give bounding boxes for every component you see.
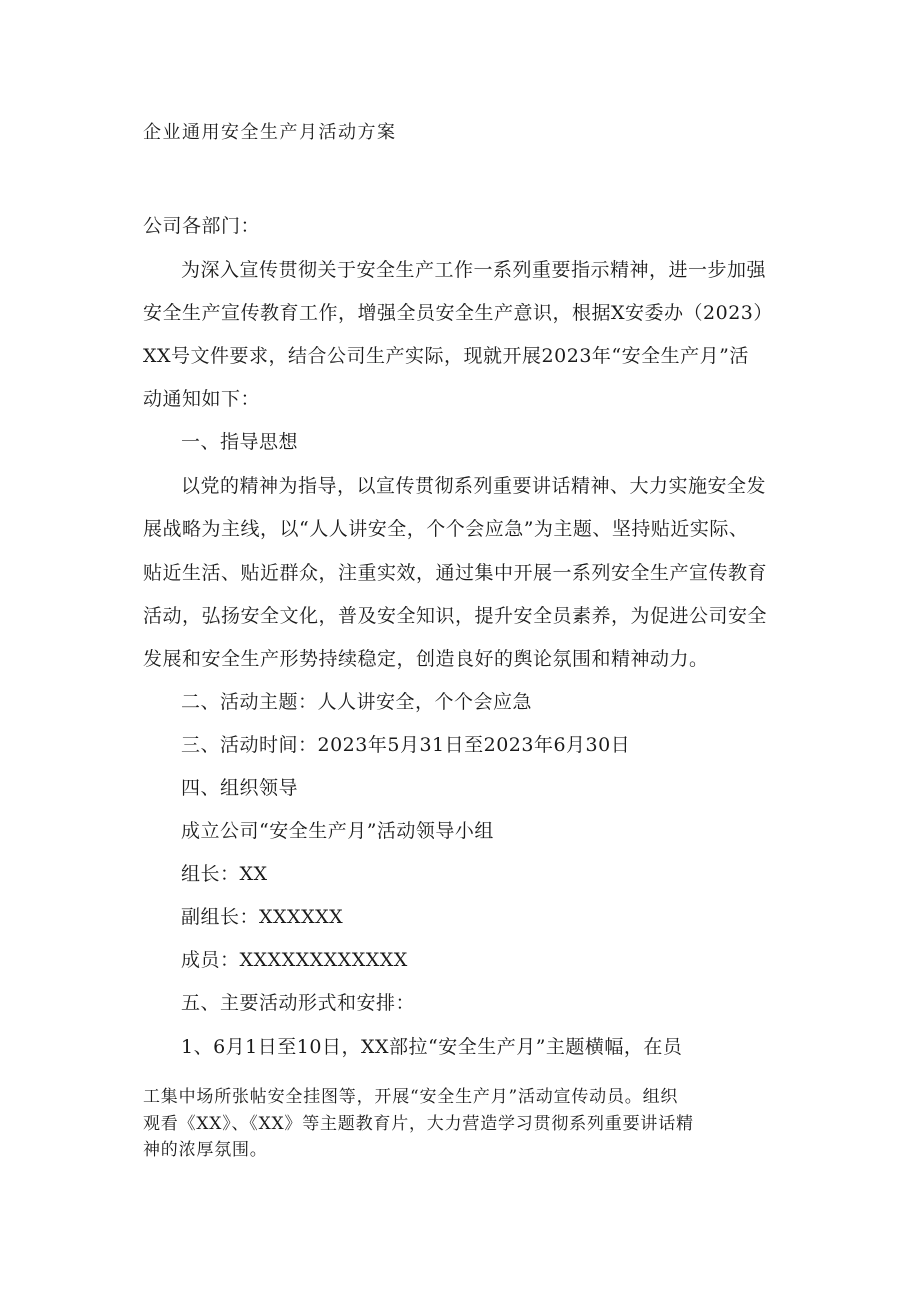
section-5-cont-line-3: 神的浓厚氛围。 [143, 1140, 268, 1160]
intro-line-2: 安全生产宣传教育工作，增强全员安全生产意识，根据X安委办（2023） [143, 302, 773, 324]
section-1-line-3: 贴近生活、贴近群众，注重实效，通过集中开展一系列安全生产宣传教育 [143, 562, 768, 584]
section-4-members: 成员：XXXXXXXXXXXX [181, 949, 408, 971]
intro-line-1: 为深入宣传贯彻关于安全生产工作一系列重要指示精神，进一步加强 [181, 259, 767, 281]
section-4-intro: 成立公司“安全生产月”活动领导小组 [181, 820, 494, 842]
intro-line-4: 动通知如下： [143, 388, 261, 410]
section-4-leader: 组长：XX [181, 863, 268, 885]
section-5-heading: 五、主要活动形式和安排： [181, 992, 416, 1014]
section-1-line-4: 活动，弘扬安全文化，普及安全知识，提升安全员素养，为促进公司安全 [143, 605, 768, 627]
section-5-item-1: 1、6月1日至10日，XX部拉“安全生产月”主题横幅，在员 [181, 1036, 683, 1058]
section-2-theme: 二、活动主题：人人讲安全，个个会应急 [181, 691, 533, 713]
document-title: 企业通用安全生产月活动方案 [143, 122, 397, 143]
section-1-line-2: 展战略为主线，以“人人讲安全，个个会应急”为主题、坚持贴近实际、 [143, 518, 749, 540]
salutation: 公司各部门： [143, 215, 261, 237]
section-5-cont-line-2: 观看《XX》、《XX》等主题教育片，大力营造学习贯彻系列重要讲话精 [143, 1114, 694, 1134]
section-4-deputy: 副组长：XXXXXX [181, 906, 344, 928]
section-1-heading: 一、指导思想 [181, 431, 299, 453]
section-1-line-1: 以党的精神为指导，以宣传贯彻系列重要讲话精神、大力实施安全发 [181, 475, 767, 497]
section-5-cont-line-1: 工集中场所张帖安全挂图等，开展“安全生产月”活动宣传动员。组织 [143, 1087, 679, 1107]
intro-line-3: XX号文件要求，结合公司生产实际，现就开展2023年“安全生产月”活 [143, 345, 749, 367]
section-4-heading: 四、组织领导 [181, 777, 299, 799]
section-3-time: 三、活动时间：2023年5月31日至2023年6月30日 [181, 734, 631, 756]
section-1-line-5: 发展和安全生产形势持续稳定，创造良好的舆论氛围和精神动力。 [143, 648, 709, 670]
